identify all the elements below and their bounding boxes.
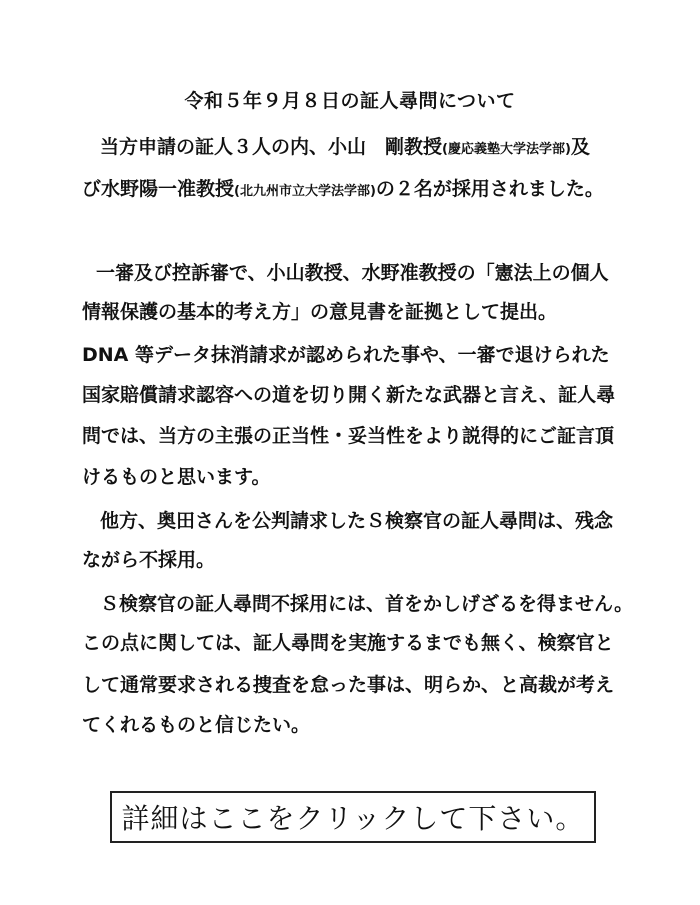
paragraph-1-line-2 [82, 174, 604, 201]
text-segment: 当方申請の証人３人の内、小山 剛教授 [100, 136, 443, 158]
paragraph-2-line-3: DNA 等データ抹消請求が認められた事や、一審で退けられた [82, 344, 610, 366]
paragraph-4-line-2: この点に関しては、証人尋問を実施するまでも無く、検察官と [82, 632, 614, 654]
details-link[interactable]: 詳細はここをクリックして下さい。 [110, 791, 596, 843]
paragraph-4-line-4: てくれるものと信じたい。 [82, 714, 311, 736]
paragraph-2-line-1: 一審及び控訴審で、小山教授、水野准教授の「憲法上の個人 [96, 262, 609, 284]
page-title: 令和５年９月８日の証人尋問について [184, 90, 516, 112]
text-segment: 及 [570, 136, 590, 158]
affiliation-note: (北九州市立大学法学部) [234, 184, 376, 199]
paragraph-2-line-6: けるものと思います。 [82, 466, 271, 488]
paragraph-2-line-2: 情報保護の基本的考え方」の意見書を証拠として提出。 [82, 301, 558, 323]
text-segment: の２名が採用されました。 [375, 178, 604, 200]
text-segment: び水野陽一准教授 [82, 178, 235, 200]
paragraph-2-line-5: 問では、当方の主張の正当性・妥当性をより説得的にご証言頂 [82, 425, 615, 447]
affiliation-note: (慶応義塾大学法学部) [442, 142, 571, 157]
paragraph-3-line-2: ながら不採用。 [82, 549, 216, 571]
paragraph-3-line-1: 他方、奥田さんを公判請求したＳ検察官の証人尋問は、残念 [100, 510, 614, 532]
paragraph-4-line-1: Ｓ検察官の証人尋問不採用には、首をかしげざるを得ません。 [100, 593, 634, 615]
paragraph-2-line-4: 国家賠償請求認容への道を切り開く新たな武器と言え、証人尋 [82, 384, 616, 406]
paragraph-1-line-1 [100, 132, 590, 159]
paragraph-4-line-3: して通常要求される捜査を怠った事は、明らか、と高裁が考え [82, 674, 615, 696]
